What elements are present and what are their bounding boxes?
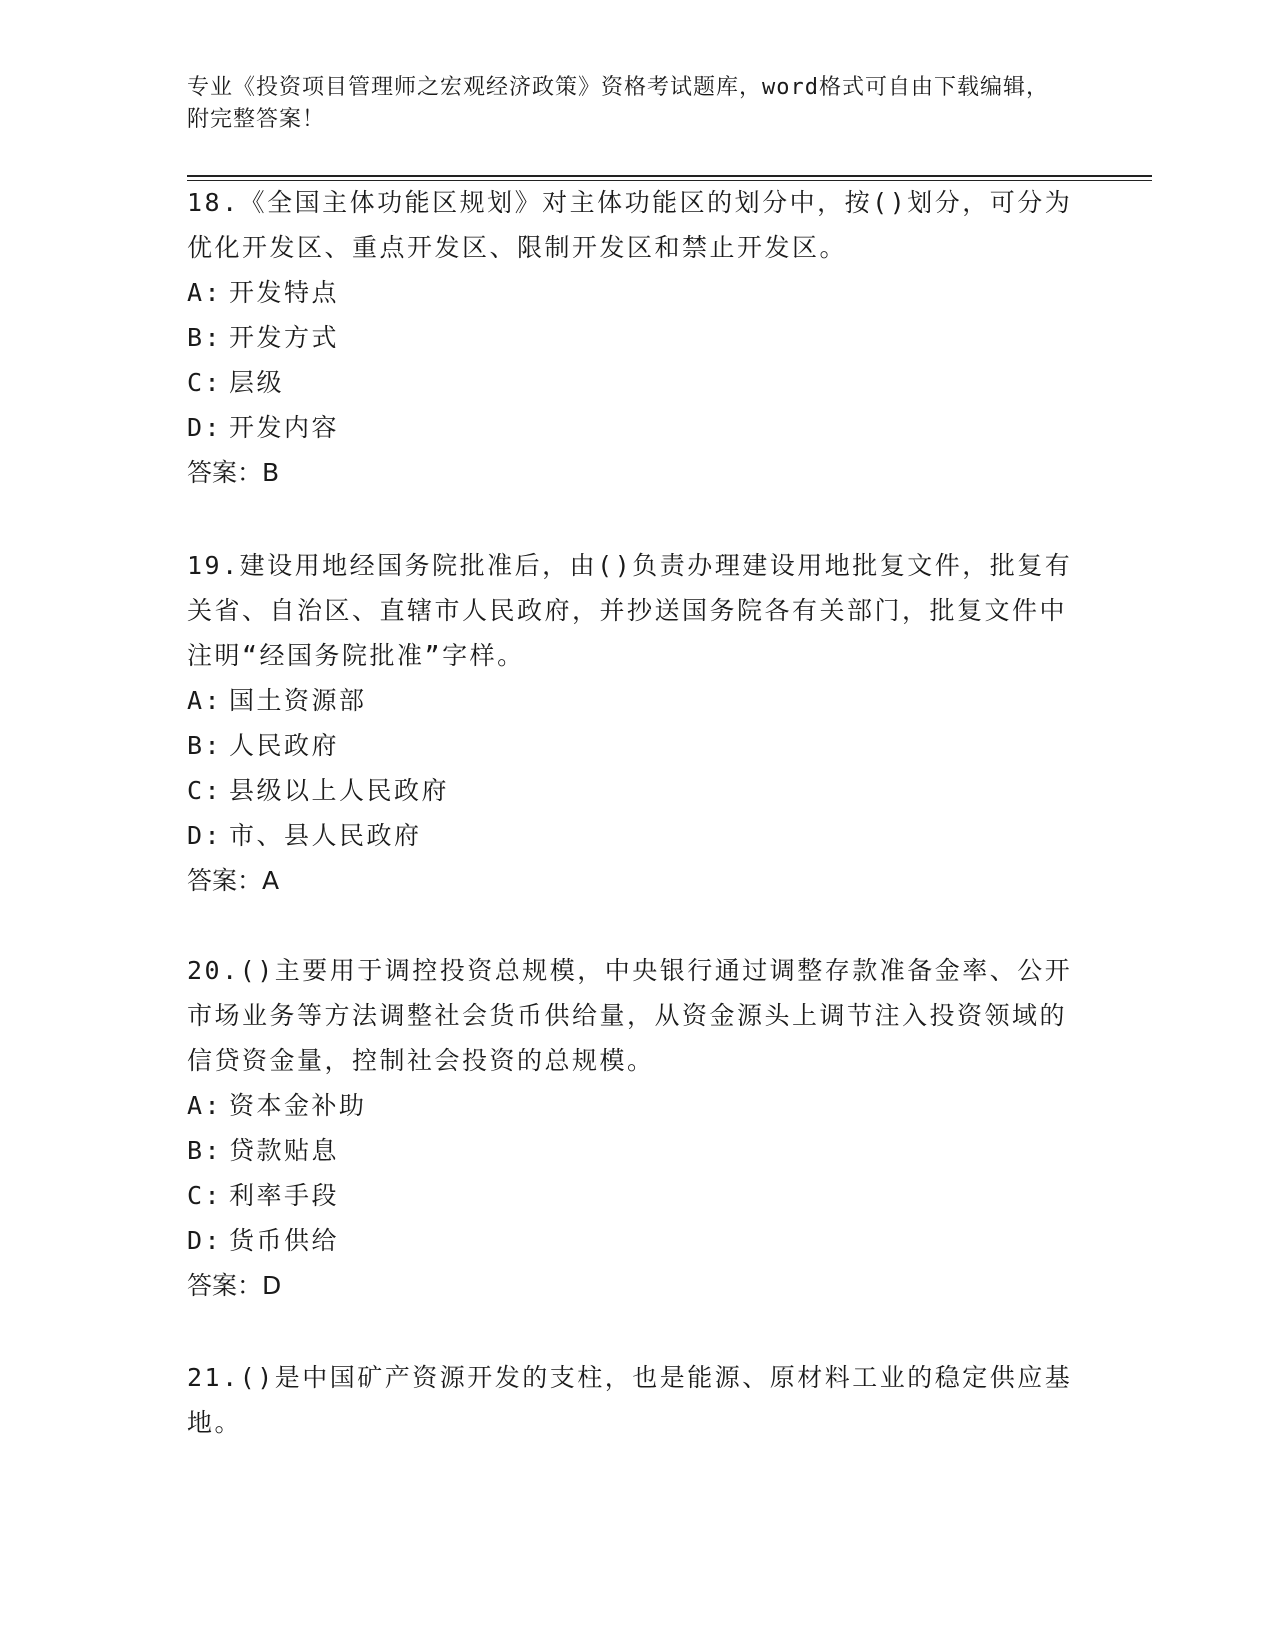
answer-line: 答案：A	[187, 866, 280, 895]
option-key: D:	[187, 1226, 223, 1255]
option-text: 开发方式	[229, 323, 340, 352]
option-key: C:	[187, 1181, 223, 1210]
option-a	[187, 678, 1087, 723]
option-text: 利率手段	[229, 1181, 340, 1210]
option-d	[187, 1218, 1087, 1263]
header-divider-thick	[187, 175, 1152, 177]
option-key: C:	[187, 368, 223, 397]
question-stem: 20.()主要用于调控投资总规模，中央银行通过调整存款准备金率、公开市场业务等方法调整社会货币供给量，从资金源头上调节注入投资领域的信贷资金量，控制社会投资的总规模。	[187, 956, 1073, 1075]
option-text: 货币供给	[229, 1226, 340, 1255]
question-18	[187, 180, 1087, 495]
question-21	[187, 1355, 1087, 1445]
option-key: D:	[187, 413, 223, 442]
option-d	[187, 813, 1087, 858]
option-text: 层级	[229, 368, 285, 397]
answer-line: 答案：D	[187, 1271, 282, 1300]
option-key: C:	[187, 776, 223, 805]
option-key: B:	[187, 1136, 223, 1165]
option-a	[187, 1083, 1087, 1128]
option-text: 贷款贴息	[229, 1136, 340, 1165]
question-19	[187, 543, 1087, 903]
question-stem: 18.《全国主体功能区规划》对主体功能区的划分中，按()划分，可分为优化开发区、重点开发区、限制开发区和禁止开发区。	[187, 188, 1073, 262]
option-key: D:	[187, 821, 223, 850]
option-a	[187, 270, 1087, 315]
option-key: B:	[187, 731, 223, 760]
option-key: A:	[187, 1091, 223, 1120]
question-stem: 19.建设用地经国务院批准后，由()负责办理建设用地批复文件，批复有关省、自治区、直辖市人民政府，并抄送国务院各有关部门，批复文件中注明“经国务院批准”字样。	[187, 551, 1073, 670]
question-20	[187, 948, 1087, 1308]
option-text: 县级以上人民政府	[229, 776, 450, 805]
option-text: 资本金补助	[229, 1091, 367, 1120]
question-stem: 21.()是中国矿产资源开发的支柱，也是能源、原材料工业的稳定供应基地。	[187, 1363, 1073, 1437]
option-b	[187, 1128, 1087, 1173]
option-text: 市、县人民政府	[229, 821, 422, 850]
option-b	[187, 723, 1087, 768]
option-text: 开发内容	[229, 413, 340, 442]
option-text: 人民政府	[229, 731, 340, 760]
option-c	[187, 1173, 1087, 1218]
answer-line: 答案：B	[187, 458, 280, 487]
option-c	[187, 360, 1087, 405]
option-d	[187, 405, 1087, 450]
option-b	[187, 315, 1087, 360]
option-key: B:	[187, 323, 223, 352]
option-text: 开发特点	[229, 278, 340, 307]
option-key: A:	[187, 686, 223, 715]
option-text: 国土资源部	[229, 686, 367, 715]
document-header-title: 专业《投资项目管理师之宏观经济政策》资格考试题库，word格式可自由下载编辑，附完整答案！	[187, 75, 1049, 132]
option-c	[187, 768, 1087, 813]
option-key: A:	[187, 278, 223, 307]
